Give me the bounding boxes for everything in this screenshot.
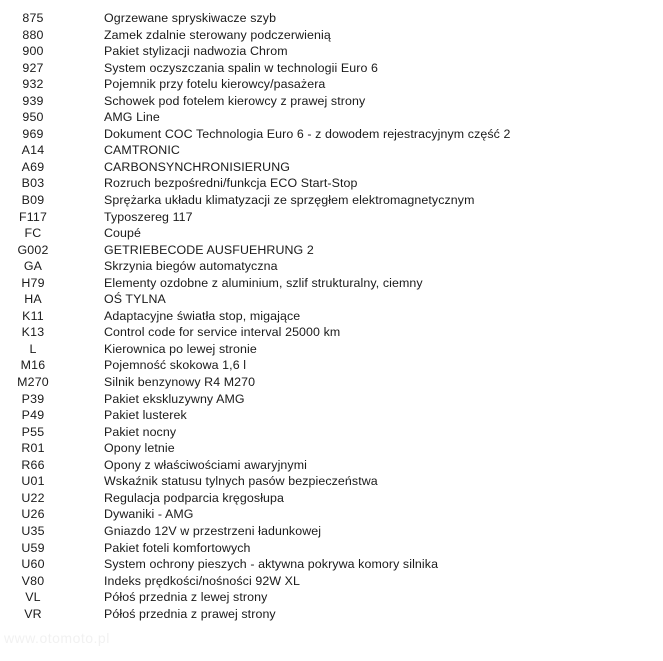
list-item bbox=[0, 159, 663, 176]
list-item bbox=[0, 258, 663, 275]
option-description: Pakiet lusterek bbox=[104, 408, 187, 423]
option-description: Indeks prędkości/nośności 92W XL bbox=[104, 573, 301, 588]
option-description: Dywaniki - AMG bbox=[104, 507, 194, 522]
option-description: AMG Line bbox=[104, 110, 160, 125]
option-code: 875 bbox=[22, 11, 44, 25]
option-description: CARBONSYNCHRONISIERUNG bbox=[104, 159, 291, 174]
option-code: U59 bbox=[21, 540, 45, 555]
option-description: Control code for service interval 25000 km bbox=[104, 325, 341, 340]
option-description: Rozruch bezpośredni/funkcja ECO Start-Stop bbox=[104, 176, 358, 191]
list-item bbox=[0, 324, 663, 341]
option-code: A14 bbox=[21, 143, 45, 158]
option-code: G002 bbox=[17, 242, 49, 257]
option-description: Pojemnik przy fotelu kierowcy/pasażera bbox=[104, 77, 326, 92]
option-code: A69 bbox=[21, 159, 45, 174]
option-code: P55 bbox=[21, 424, 45, 439]
list-item bbox=[0, 27, 663, 44]
list-item bbox=[0, 506, 663, 523]
list-item bbox=[0, 457, 663, 474]
list-item bbox=[0, 242, 663, 259]
option-description: Ogrzewane spryskiwacze szyb bbox=[104, 11, 277, 25]
option-code: VL bbox=[25, 590, 41, 605]
option-description: Opony z właściwościami awaryjnymi bbox=[104, 457, 307, 472]
option-code: R01 bbox=[21, 441, 45, 456]
option-description: OŚ TYLNA bbox=[104, 292, 166, 307]
list-item bbox=[0, 175, 663, 192]
list-item bbox=[0, 76, 663, 93]
option-code: B03 bbox=[21, 176, 45, 191]
list-item bbox=[0, 523, 663, 540]
option-code: M16 bbox=[20, 358, 46, 373]
option-code: U22 bbox=[21, 490, 45, 505]
option-description: Dokument COC Technologia Euro 6 - z dowodem rejestracyjnym część 2 bbox=[104, 126, 511, 141]
option-description: Schowek pod fotelem kierowcy z prawej strony bbox=[104, 93, 366, 108]
option-code: GA bbox=[23, 259, 43, 274]
list-item bbox=[0, 275, 663, 292]
list-item bbox=[0, 374, 663, 391]
list-item bbox=[0, 126, 663, 143]
list-item bbox=[0, 308, 663, 325]
option-description: Regulacja podparcia kręgosłupa bbox=[104, 490, 285, 505]
option-code: K11 bbox=[22, 308, 44, 323]
option-code: V80 bbox=[21, 573, 45, 588]
list-item bbox=[0, 407, 663, 424]
option-code: 939 bbox=[22, 93, 44, 108]
option-code: H79 bbox=[21, 275, 45, 290]
option-code: U01 bbox=[21, 474, 45, 489]
list-item bbox=[0, 424, 663, 441]
list-item bbox=[0, 606, 663, 623]
option-description: Gniazdo 12V w przestrzeni ładunkowej bbox=[104, 523, 322, 538]
option-description: System oczyszczania spalin w technologii Euro 6 bbox=[104, 60, 378, 75]
option-code: U60 bbox=[21, 557, 45, 572]
list-item bbox=[0, 209, 663, 226]
option-description: Pojemność skokowa 1,6 l bbox=[104, 358, 247, 373]
option-code: 950 bbox=[22, 110, 44, 125]
option-code: U26 bbox=[21, 507, 45, 522]
option-description: Półoś przednia z prawej strony bbox=[104, 606, 276, 621]
option-code: K13 bbox=[21, 325, 45, 340]
list-item bbox=[0, 10, 663, 27]
list-item bbox=[0, 60, 663, 77]
option-description: Półoś przednia z lewej strony bbox=[104, 590, 268, 605]
option-description: CAMTRONIC bbox=[104, 143, 180, 158]
option-description: Opony letnie bbox=[104, 441, 175, 456]
list-item bbox=[0, 573, 663, 590]
list-item bbox=[0, 589, 663, 606]
option-code: FC bbox=[24, 226, 42, 241]
list-item bbox=[0, 473, 663, 490]
watermark: www.otomoto.pl bbox=[4, 630, 110, 646]
option-description: Elementy ozdobne z aluminium, szlif strukturalny, ciemny bbox=[104, 275, 423, 290]
list-item bbox=[0, 540, 663, 557]
list-item bbox=[0, 490, 663, 507]
list-item bbox=[0, 43, 663, 60]
list-item bbox=[0, 142, 663, 159]
option-description: Pakiet foteli komfortowych bbox=[104, 540, 251, 555]
option-code: R66 bbox=[21, 457, 45, 472]
option-description: Kierownica po lewej stronie bbox=[104, 341, 257, 356]
option-description: Sprężarka układu klimatyzacji ze sprzęgłem elektromagnetycznym bbox=[104, 193, 475, 208]
equipment-code-list bbox=[0, 10, 663, 622]
option-description: Pakiet nocny bbox=[104, 424, 177, 439]
list-item bbox=[0, 357, 663, 374]
list-item bbox=[0, 391, 663, 408]
option-code: B09 bbox=[21, 193, 45, 208]
option-code: F117 bbox=[18, 209, 48, 224]
list-item bbox=[0, 341, 663, 358]
list-item bbox=[0, 440, 663, 457]
option-code: 969 bbox=[22, 126, 44, 141]
option-code: P49 bbox=[21, 408, 45, 423]
option-description: Skrzynia biegów automatyczna bbox=[104, 259, 278, 274]
option-code: L bbox=[29, 341, 37, 356]
option-description: Typoszereg 117 bbox=[104, 209, 193, 224]
option-code: HA bbox=[24, 292, 42, 307]
option-code: VR bbox=[24, 606, 42, 621]
list-item bbox=[0, 291, 663, 308]
list-item bbox=[0, 192, 663, 209]
list-item bbox=[0, 556, 663, 573]
option-description: Pakiet stylizacji nadwozia Chrom bbox=[104, 44, 288, 59]
option-code: M270 bbox=[17, 375, 49, 390]
option-code: 900 bbox=[22, 44, 44, 59]
list-item bbox=[0, 225, 663, 242]
option-description: Silnik benzynowy R4 M270 bbox=[104, 375, 256, 390]
option-description: Adaptacyjne światła stop, migające bbox=[104, 308, 301, 323]
list-item bbox=[0, 109, 663, 126]
option-description: Coupé bbox=[104, 226, 142, 241]
option-description: Zamek zdalnie sterowany podczerwienią bbox=[104, 27, 331, 42]
option-code: P39 bbox=[21, 391, 45, 406]
option-code: U35 bbox=[21, 523, 45, 538]
list-item bbox=[0, 93, 663, 110]
option-code: 932 bbox=[22, 77, 44, 92]
option-description: Pakiet ekskluzywny AMG bbox=[104, 391, 245, 406]
option-description: System ochrony pieszych - aktywna pokrywa komory silnika bbox=[104, 557, 439, 572]
option-description: Wskaźnik statusu tylnych pasów bezpieczeństwa bbox=[104, 474, 378, 489]
option-code: 927 bbox=[22, 60, 44, 75]
option-description: GETRIEBECODE AUSFUEHRUNG 2 bbox=[104, 242, 314, 257]
option-code: 880 bbox=[22, 27, 44, 42]
